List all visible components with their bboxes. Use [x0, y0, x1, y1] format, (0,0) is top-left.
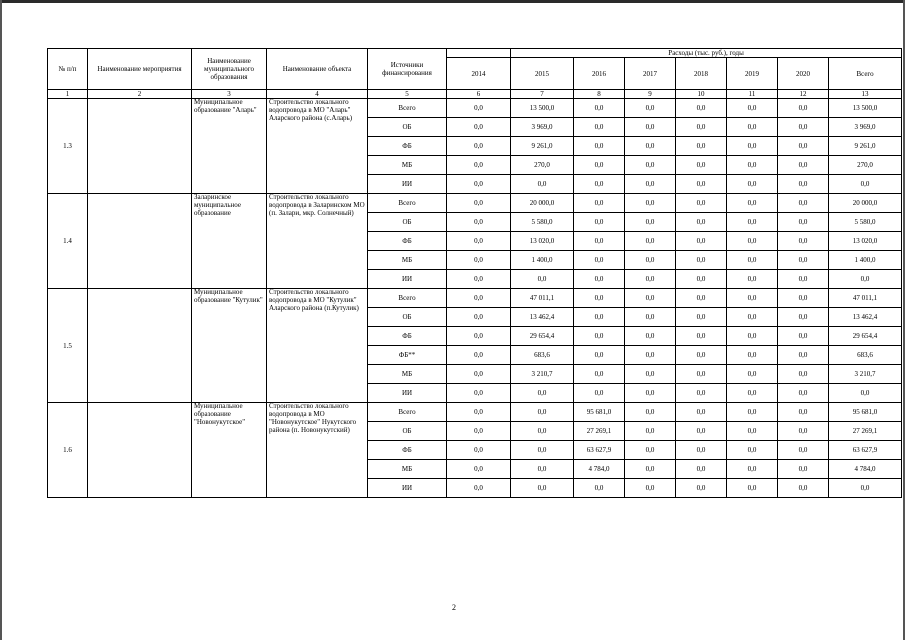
header-year: 2020	[778, 58, 829, 90]
total-cell: 3 210,7	[829, 365, 902, 384]
value-cell: 0,0	[676, 422, 727, 441]
value-cell: 4 784,0	[574, 460, 625, 479]
value-cell: 0,0	[676, 213, 727, 232]
activity-name	[88, 194, 192, 289]
total-cell: 683,6	[829, 346, 902, 365]
header-expenses-blank	[447, 49, 511, 58]
funding-source: ОБ	[368, 118, 447, 137]
municipality-name: Муниципальное образование "Новонукутское"	[192, 403, 267, 498]
value-cell: 0,0	[511, 422, 574, 441]
total-cell: 4 784,0	[829, 460, 902, 479]
value-cell: 0,0	[447, 213, 511, 232]
value-cell: 0,0	[778, 308, 829, 327]
value-cell: 0,0	[625, 422, 676, 441]
header-object: Наименование объекта	[267, 49, 368, 90]
value-cell: 0,0	[625, 194, 676, 213]
value-cell: 0,0	[625, 384, 676, 403]
value-cell: 0,0	[625, 327, 676, 346]
row-number: 1.6	[48, 403, 88, 498]
value-cell: 0,0	[676, 270, 727, 289]
value-cell: 0,0	[676, 384, 727, 403]
value-cell: 0,0	[625, 460, 676, 479]
header-year: 2017	[625, 58, 676, 90]
value-cell: 0,0	[574, 365, 625, 384]
header-year: 2019	[727, 58, 778, 90]
funding-source: МБ	[368, 460, 447, 479]
funding-source: ОБ	[368, 422, 447, 441]
row-number: 1.5	[48, 289, 88, 403]
value-cell: 0,0	[727, 422, 778, 441]
value-cell: 0,0	[447, 251, 511, 270]
activity-name	[88, 99, 192, 194]
value-cell: 0,0	[511, 270, 574, 289]
value-cell: 0,0	[447, 422, 511, 441]
total-cell: 13 462,4	[829, 308, 902, 327]
value-cell: 0,0	[676, 118, 727, 137]
column-number: 7	[511, 90, 574, 99]
municipality-name: Заларинское муниципальное образование	[192, 194, 267, 289]
funding-source: ФБ	[368, 137, 447, 156]
value-cell: 3 969,0	[511, 118, 574, 137]
value-cell: 0,0	[447, 156, 511, 175]
value-cell: 0,0	[574, 99, 625, 118]
funding-source: ИИ	[368, 384, 447, 403]
total-cell: 47 011,1	[829, 289, 902, 308]
value-cell: 0,0	[447, 365, 511, 384]
value-cell: 0,0	[625, 346, 676, 365]
value-cell: 0,0	[625, 289, 676, 308]
value-cell: 0,0	[625, 99, 676, 118]
value-cell: 0,0	[727, 441, 778, 460]
value-cell: 0,0	[727, 346, 778, 365]
total-cell: 29 654,4	[829, 327, 902, 346]
value-cell: 0,0	[778, 137, 829, 156]
header-num: № п/п	[48, 49, 88, 90]
value-cell: 0,0	[447, 384, 511, 403]
page-top-edge	[0, 0, 905, 3]
column-number: 10	[676, 90, 727, 99]
funding-source: МБ	[368, 156, 447, 175]
value-cell: 0,0	[447, 479, 511, 498]
total-cell: 3 969,0	[829, 118, 902, 137]
value-cell: 0,0	[625, 403, 676, 422]
value-cell: 95 681,0	[574, 403, 625, 422]
value-cell: 0,0	[625, 365, 676, 384]
value-cell: 0,0	[727, 384, 778, 403]
value-cell: 0,0	[625, 137, 676, 156]
municipality-name: Муниципальное образование "Аларь"	[192, 99, 267, 194]
value-cell: 0,0	[676, 175, 727, 194]
value-cell: 0,0	[447, 346, 511, 365]
column-number: 9	[625, 90, 676, 99]
value-cell: 0,0	[447, 460, 511, 479]
value-cell: 0,0	[778, 118, 829, 137]
total-cell: 63 627,9	[829, 441, 902, 460]
value-cell: 0,0	[676, 251, 727, 270]
value-cell: 0,0	[447, 99, 511, 118]
municipality-name: Муниципальное образование "Кутулик"	[192, 289, 267, 403]
column-number: 6	[447, 90, 511, 99]
header-year: 2014	[447, 58, 511, 90]
header-year: 2015	[511, 58, 574, 90]
column-number: 5	[368, 90, 447, 99]
value-cell: 0,0	[447, 194, 511, 213]
activity-name	[88, 289, 192, 403]
funding-source: ОБ	[368, 213, 447, 232]
page-left-edge	[0, 0, 2, 640]
column-number: 12	[778, 90, 829, 99]
total-cell: 20 000,0	[829, 194, 902, 213]
value-cell: 0,0	[676, 479, 727, 498]
header-municipality: Наименование муниципального образования	[192, 49, 267, 90]
value-cell: 0,0	[778, 175, 829, 194]
value-cell: 1 400,0	[511, 251, 574, 270]
value-cell: 0,0	[727, 270, 778, 289]
funding-source: Всего	[368, 99, 447, 118]
value-cell: 0,0	[625, 213, 676, 232]
header-total: Всего	[829, 58, 902, 90]
value-cell: 0,0	[727, 289, 778, 308]
value-cell: 0,0	[778, 327, 829, 346]
value-cell: 0,0	[778, 460, 829, 479]
value-cell: 63 627,9	[574, 441, 625, 460]
value-cell: 0,0	[778, 99, 829, 118]
column-number: 1	[48, 90, 88, 99]
value-cell: 0,0	[676, 327, 727, 346]
value-cell: 0,0	[778, 422, 829, 441]
header-year: 2016	[574, 58, 625, 90]
value-cell: 0,0	[676, 289, 727, 308]
total-cell: 9 261,0	[829, 137, 902, 156]
column-number: 2	[88, 90, 192, 99]
value-cell: 0,0	[511, 384, 574, 403]
value-cell: 0,0	[625, 251, 676, 270]
value-cell: 0,0	[574, 384, 625, 403]
header-sources: Источники финансирования	[368, 49, 447, 90]
funding-source: ИИ	[368, 270, 447, 289]
value-cell: 20 000,0	[511, 194, 574, 213]
value-cell: 0,0	[727, 365, 778, 384]
total-cell: 5 580,0	[829, 213, 902, 232]
value-cell: 0,0	[727, 99, 778, 118]
value-cell: 0,0	[511, 175, 574, 194]
funding-source: ФБ**	[368, 346, 447, 365]
column-number: 8	[574, 90, 625, 99]
value-cell: 0,0	[447, 289, 511, 308]
value-cell: 0,0	[574, 289, 625, 308]
value-cell: 0,0	[727, 137, 778, 156]
value-cell: 0,0	[447, 232, 511, 251]
value-cell: 0,0	[676, 460, 727, 479]
value-cell: 0,0	[574, 137, 625, 156]
value-cell: 0,0	[727, 156, 778, 175]
funding-source: ФБ	[368, 327, 447, 346]
value-cell: 0,0	[625, 479, 676, 498]
value-cell: 27 269,1	[574, 422, 625, 441]
value-cell: 0,0	[511, 479, 574, 498]
value-cell: 0,0	[727, 175, 778, 194]
value-cell: 0,0	[625, 175, 676, 194]
activity-name	[88, 403, 192, 498]
value-cell: 0,0	[574, 232, 625, 251]
total-cell: 27 269,1	[829, 422, 902, 441]
object-name: Строительство локального водопровода в МО "Новонукутское" Нукутского района (п. Новонукутский)	[267, 403, 368, 498]
value-cell: 0,0	[778, 441, 829, 460]
value-cell: 0,0	[574, 479, 625, 498]
value-cell: 0,0	[625, 270, 676, 289]
header-year: 2018	[676, 58, 727, 90]
value-cell: 5 580,0	[511, 213, 574, 232]
total-cell: 13 500,0	[829, 99, 902, 118]
value-cell: 0,0	[778, 365, 829, 384]
value-cell: 0,0	[574, 251, 625, 270]
value-cell: 0,0	[727, 194, 778, 213]
column-number: 13	[829, 90, 902, 99]
value-cell: 0,0	[511, 441, 574, 460]
value-cell: 683,6	[511, 346, 574, 365]
value-cell: 0,0	[727, 251, 778, 270]
column-number-row	[48, 90, 902, 99]
value-cell: 0,0	[778, 479, 829, 498]
header-activity: Наименование мероприятия	[88, 49, 192, 90]
value-cell: 0,0	[574, 118, 625, 137]
value-cell: 0,0	[676, 308, 727, 327]
total-cell: 95 681,0	[829, 403, 902, 422]
funding-source: Всего	[368, 194, 447, 213]
value-cell: 0,0	[676, 137, 727, 156]
total-cell: 0,0	[829, 479, 902, 498]
value-cell: 0,0	[676, 99, 727, 118]
object-name: Строительство локального водопровода в МО "Аларь" Аларского района (с.Аларь)	[267, 99, 368, 194]
value-cell: 0,0	[676, 365, 727, 384]
value-cell: 0,0	[574, 327, 625, 346]
funding-source: ФБ	[368, 441, 447, 460]
total-cell: 0,0	[829, 175, 902, 194]
value-cell: 0,0	[727, 213, 778, 232]
value-cell: 0,0	[727, 460, 778, 479]
table-row	[48, 194, 902, 213]
object-name: Строительство локального водопровода в Заларинском МО (п. Залари, мкр. Солнечный)	[267, 194, 368, 289]
header-row-top	[48, 49, 902, 58]
value-cell: 0,0	[778, 251, 829, 270]
value-cell: 0,0	[511, 403, 574, 422]
table-row	[48, 99, 902, 118]
value-cell: 0,0	[778, 194, 829, 213]
column-number: 4	[267, 90, 368, 99]
value-cell: 0,0	[574, 346, 625, 365]
header-expenses: Расходы (тыс. руб.), годы	[511, 49, 902, 58]
value-cell: 0,0	[574, 213, 625, 232]
budget-table	[47, 48, 902, 498]
column-number: 11	[727, 90, 778, 99]
value-cell: 0,0	[447, 441, 511, 460]
value-cell: 0,0	[727, 232, 778, 251]
value-cell: 0,0	[447, 137, 511, 156]
value-cell: 0,0	[447, 308, 511, 327]
value-cell: 0,0	[676, 232, 727, 251]
value-cell: 0,0	[778, 232, 829, 251]
funding-source: ОБ	[368, 308, 447, 327]
funding-source: ФБ	[368, 232, 447, 251]
value-cell: 0,0	[676, 194, 727, 213]
value-cell: 0,0	[574, 156, 625, 175]
value-cell: 0,0	[778, 403, 829, 422]
value-cell: 0,0	[778, 213, 829, 232]
value-cell: 0,0	[778, 289, 829, 308]
total-cell: 270,0	[829, 156, 902, 175]
value-cell: 0,0	[574, 175, 625, 194]
value-cell: 0,0	[676, 346, 727, 365]
funding-source: МБ	[368, 251, 447, 270]
value-cell: 0,0	[727, 479, 778, 498]
funding-source: Всего	[368, 403, 447, 422]
value-cell: 0,0	[778, 156, 829, 175]
value-cell: 0,0	[778, 346, 829, 365]
row-number: 1.3	[48, 99, 88, 194]
value-cell: 0,0	[727, 327, 778, 346]
table-row	[48, 289, 902, 308]
funding-source: ИИ	[368, 479, 447, 498]
value-cell: 0,0	[676, 156, 727, 175]
page-number: 2	[452, 603, 456, 612]
value-cell: 0,0	[447, 327, 511, 346]
value-cell: 0,0	[447, 270, 511, 289]
object-name: Строительство локального водопровода в МО "Кутулик" Аларского района (п.Кутулик)	[267, 289, 368, 403]
value-cell: 0,0	[727, 118, 778, 137]
value-cell: 29 654,4	[511, 327, 574, 346]
value-cell: 0,0	[625, 156, 676, 175]
value-cell: 0,0	[574, 308, 625, 327]
value-cell: 0,0	[778, 270, 829, 289]
funding-source: ИИ	[368, 175, 447, 194]
value-cell: 0,0	[625, 441, 676, 460]
value-cell: 0,0	[447, 118, 511, 137]
value-cell: 0,0	[727, 403, 778, 422]
table-row	[48, 403, 902, 422]
value-cell: 9 261,0	[511, 137, 574, 156]
value-cell: 0,0	[511, 460, 574, 479]
value-cell: 0,0	[676, 403, 727, 422]
value-cell: 0,0	[447, 175, 511, 194]
value-cell: 270,0	[511, 156, 574, 175]
total-cell: 0,0	[829, 270, 902, 289]
total-cell: 0,0	[829, 384, 902, 403]
column-number: 3	[192, 90, 267, 99]
value-cell: 0,0	[727, 308, 778, 327]
total-cell: 1 400,0	[829, 251, 902, 270]
value-cell: 0,0	[574, 270, 625, 289]
row-number: 1.4	[48, 194, 88, 289]
value-cell: 13 462,4	[511, 308, 574, 327]
value-cell: 0,0	[778, 384, 829, 403]
value-cell: 13 020,0	[511, 232, 574, 251]
value-cell: 3 210,7	[511, 365, 574, 384]
value-cell: 0,0	[574, 194, 625, 213]
value-cell: 0,0	[447, 403, 511, 422]
value-cell: 0,0	[676, 441, 727, 460]
value-cell: 47 011,1	[511, 289, 574, 308]
funding-source: Всего	[368, 289, 447, 308]
value-cell: 0,0	[625, 308, 676, 327]
value-cell: 13 500,0	[511, 99, 574, 118]
total-cell: 13 020,0	[829, 232, 902, 251]
funding-source: МБ	[368, 365, 447, 384]
value-cell: 0,0	[625, 118, 676, 137]
value-cell: 0,0	[625, 232, 676, 251]
